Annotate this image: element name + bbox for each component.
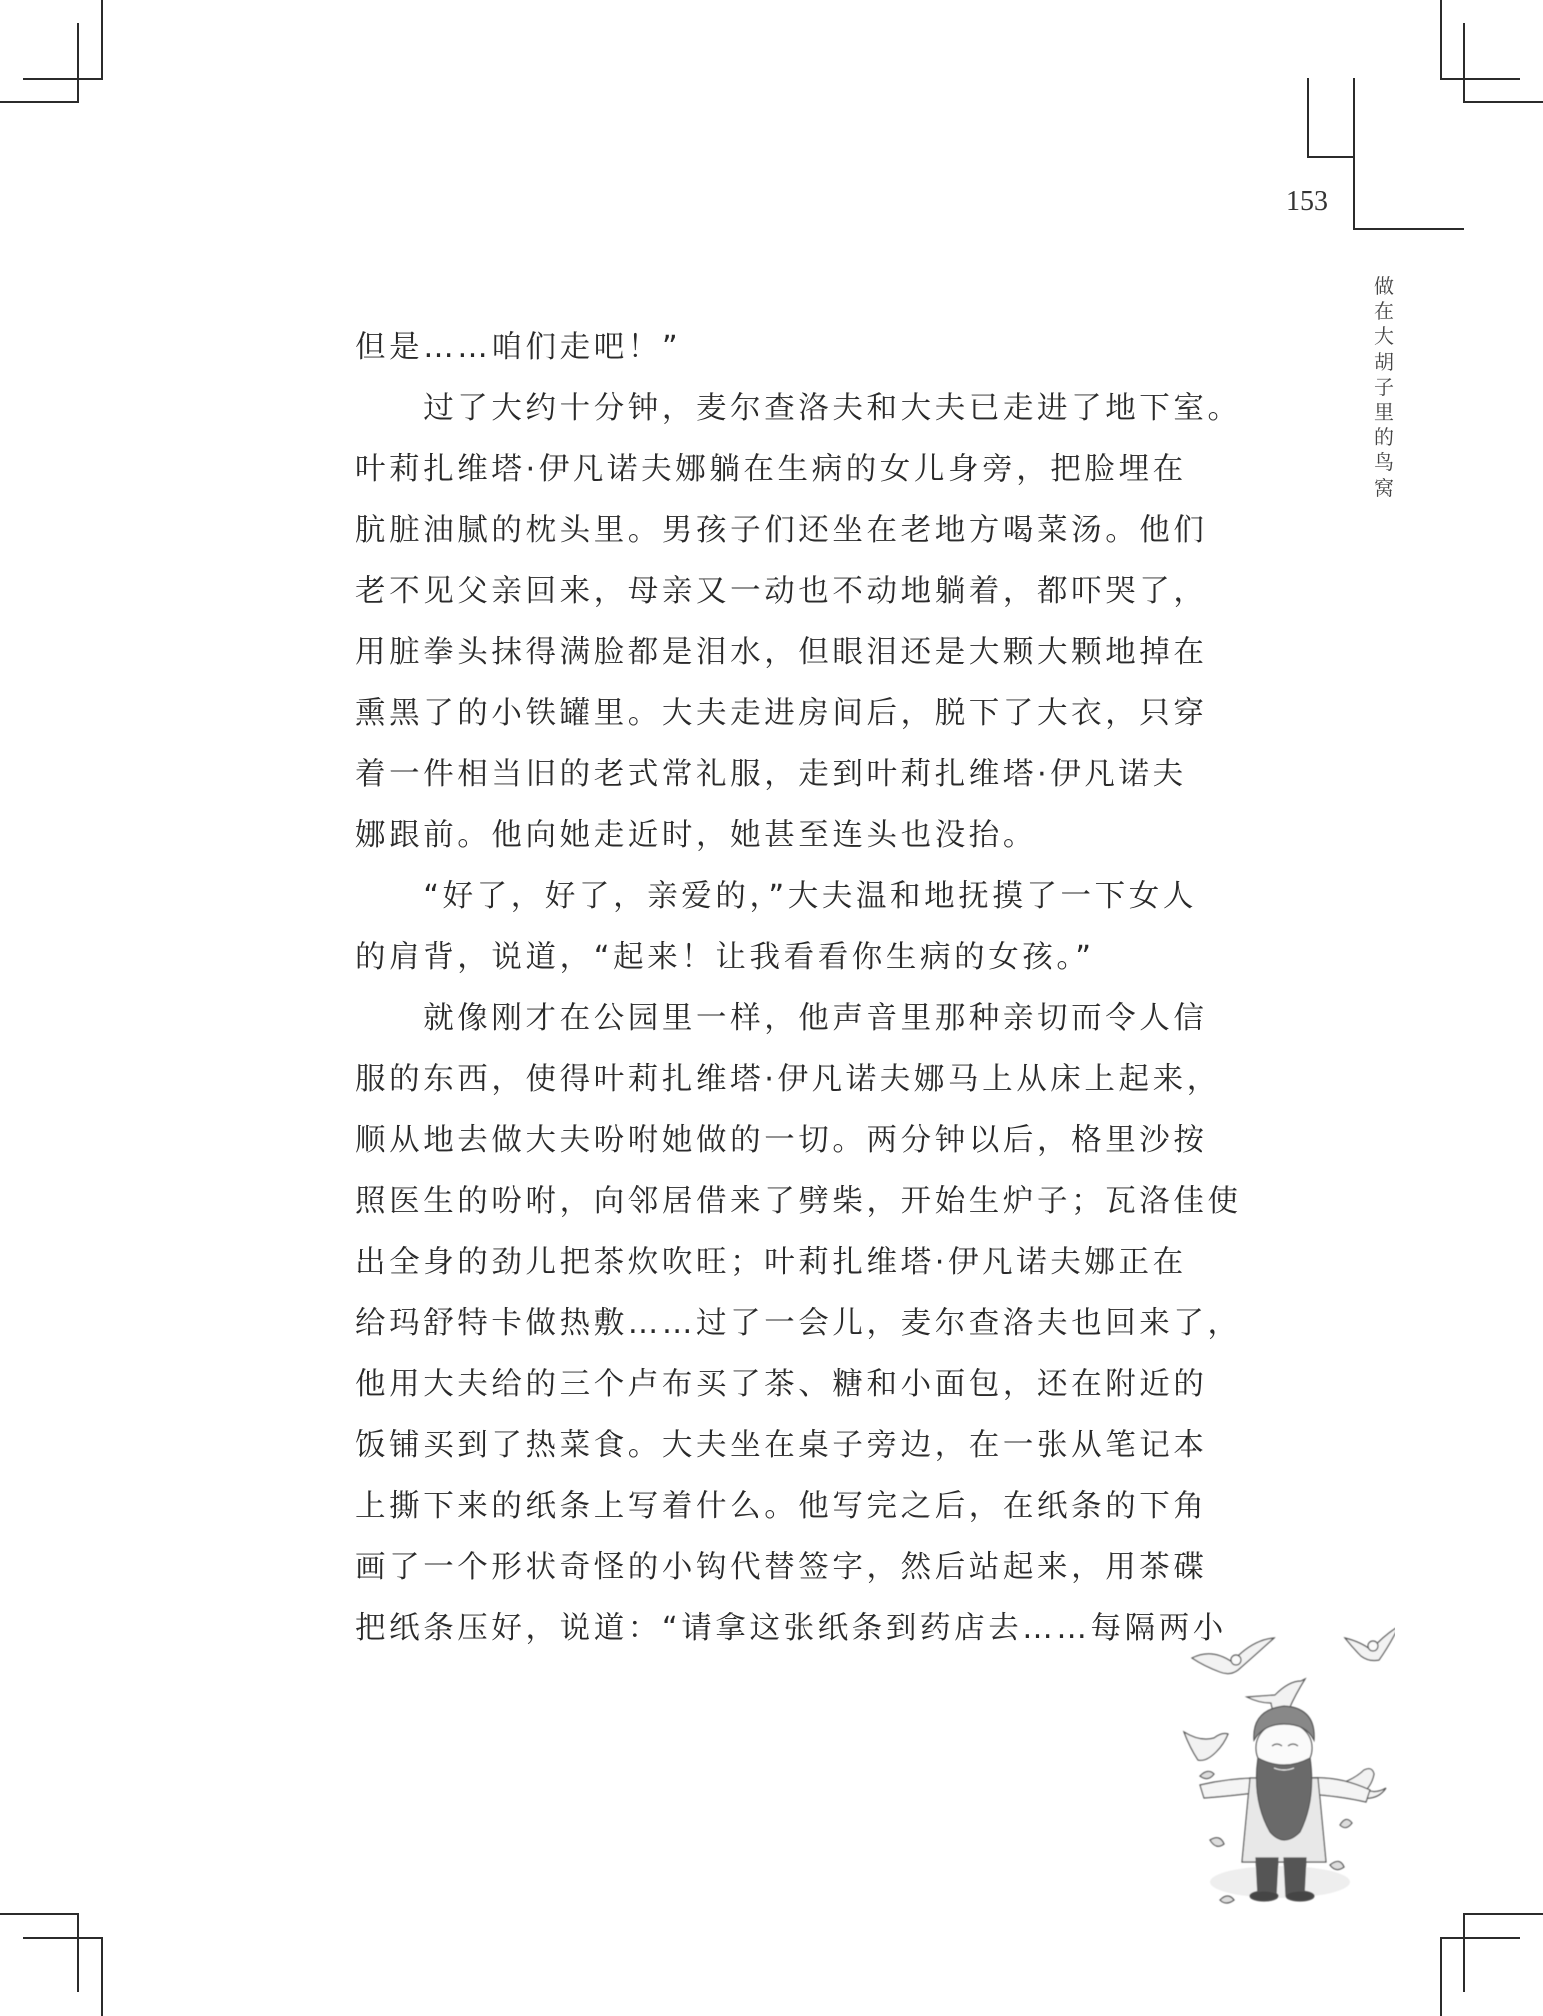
text-line: 出全身的劲儿把茶炊吹旺；叶莉扎维塔·伊凡诺夫娜正在 xyxy=(355,1245,1187,1280)
text-line: 照医生的吩咐，向邻居借来了劈柴，开始生炉子；瓦洛佳使 xyxy=(355,1184,1242,1219)
crop-line xyxy=(1463,23,1465,103)
ornament-line xyxy=(1353,228,1464,230)
body-text xyxy=(355,322,1242,1664)
page-number: 153 xyxy=(1286,186,1328,217)
text-line: 的肩背，说道，“起来！让我看看你生病的女孩。” xyxy=(355,940,1095,975)
text-line: 把纸条压好，说道：“请拿这张纸条到药店去……每隔两小 xyxy=(355,1611,1227,1646)
ornament-line xyxy=(1307,156,1355,158)
text-line: “好了，好了，亲爱的，”大夫温和地抚摸了一下女人 xyxy=(355,879,1197,914)
text-line: 服的东西，使得叶莉扎维塔·伊凡诺夫娜马上从床上起来， xyxy=(355,1062,1221,1097)
running-head-char: 的 xyxy=(1374,425,1394,450)
text-line: 用脏拳头抹得满脸都是泪水，但眼泪还是大颗大颗地掉在 xyxy=(355,635,1208,670)
text-line: 肮脏油腻的枕头里。男孩子们还坐在老地方喝菜汤。他们 xyxy=(355,513,1208,548)
crop-line xyxy=(1440,1937,1520,1939)
text-line: 着一件相当旧的老式常礼服，走到叶莉扎维塔·伊凡诺夫 xyxy=(355,757,1187,792)
bird xyxy=(1184,1732,1228,1760)
running-head-char: 窝 xyxy=(1374,475,1394,500)
crop-line xyxy=(77,1913,79,1992)
crop-line xyxy=(23,78,103,80)
text-line: 他用大夫给的三个卢布买了茶、糖和小面包，还在附近的 xyxy=(355,1367,1208,1402)
crop-line xyxy=(0,101,79,103)
bird xyxy=(1345,1626,1395,1661)
crop-line xyxy=(101,1937,103,2016)
running-head-char: 里 xyxy=(1374,400,1394,425)
text-line: 饭铺买到了热菜食。大夫坐在桌子旁边，在一张从笔记本 xyxy=(355,1428,1208,1463)
running-head-char: 子 xyxy=(1374,374,1394,399)
ornament-line xyxy=(1353,78,1355,230)
text-line: 老不见父亲回来，母亲又一动也不动地躺着，都吓哭了， xyxy=(355,574,1208,609)
text-line: 熏黑了的小铁罐里。大夫走进房间后，脱下了大衣，只穿 xyxy=(355,696,1208,731)
crop-line xyxy=(23,1937,103,1939)
running-head-char: 胡 xyxy=(1374,349,1394,374)
crop-line xyxy=(1463,1913,1543,1915)
running-head xyxy=(1371,274,1397,501)
crop-line xyxy=(0,1913,79,1915)
crop-line xyxy=(1440,78,1520,80)
crop-line xyxy=(1463,101,1543,103)
ornament-line xyxy=(1307,78,1309,158)
crop-line xyxy=(77,23,79,103)
crop-line xyxy=(101,0,103,79)
bird xyxy=(1192,1638,1274,1674)
text-line: 上撕下来的纸条上写着什么。他写完之后，在纸条的下角 xyxy=(355,1489,1208,1524)
text-line: 给玛舒特卡做热敷……过了一会儿，麦尔查洛夫也回来了， xyxy=(355,1306,1242,1341)
text-line: 但是……咱们走吧！” xyxy=(355,330,682,365)
running-head-char: 鸟 xyxy=(1374,450,1394,475)
text-line: 画了一个形状奇怪的小钩代替签字，然后站起来，用茶碟 xyxy=(355,1550,1208,1585)
crop-line xyxy=(1440,1937,1442,2016)
text-line: 叶莉扎维塔·伊凡诺夫娜躺在生病的女儿身旁，把脸埋在 xyxy=(355,452,1187,487)
text-line: 过了大约十分钟，麦尔查洛夫和大夫已走进了地下室。 xyxy=(355,391,1242,426)
running-head-char: 大 xyxy=(1374,324,1394,349)
illustration-bearded-man xyxy=(1180,1600,1395,1910)
text-line: 就像刚才在公园里一样，他声音里那种亲切而令人信 xyxy=(355,1001,1208,1036)
text-line: 顺从地去做大夫吩咐她做的一切。两分钟以后，格里沙按 xyxy=(355,1123,1208,1158)
running-head-char: 在 xyxy=(1374,299,1394,324)
running-head-char: 做 xyxy=(1374,274,1394,298)
bearded-man-illustration-icon xyxy=(1180,1600,1395,1910)
crop-line xyxy=(1463,1913,1465,1992)
crop-line xyxy=(1440,0,1442,79)
text-line: 娜跟前。他向她走近时，她甚至连头也没抬。 xyxy=(355,818,1037,853)
